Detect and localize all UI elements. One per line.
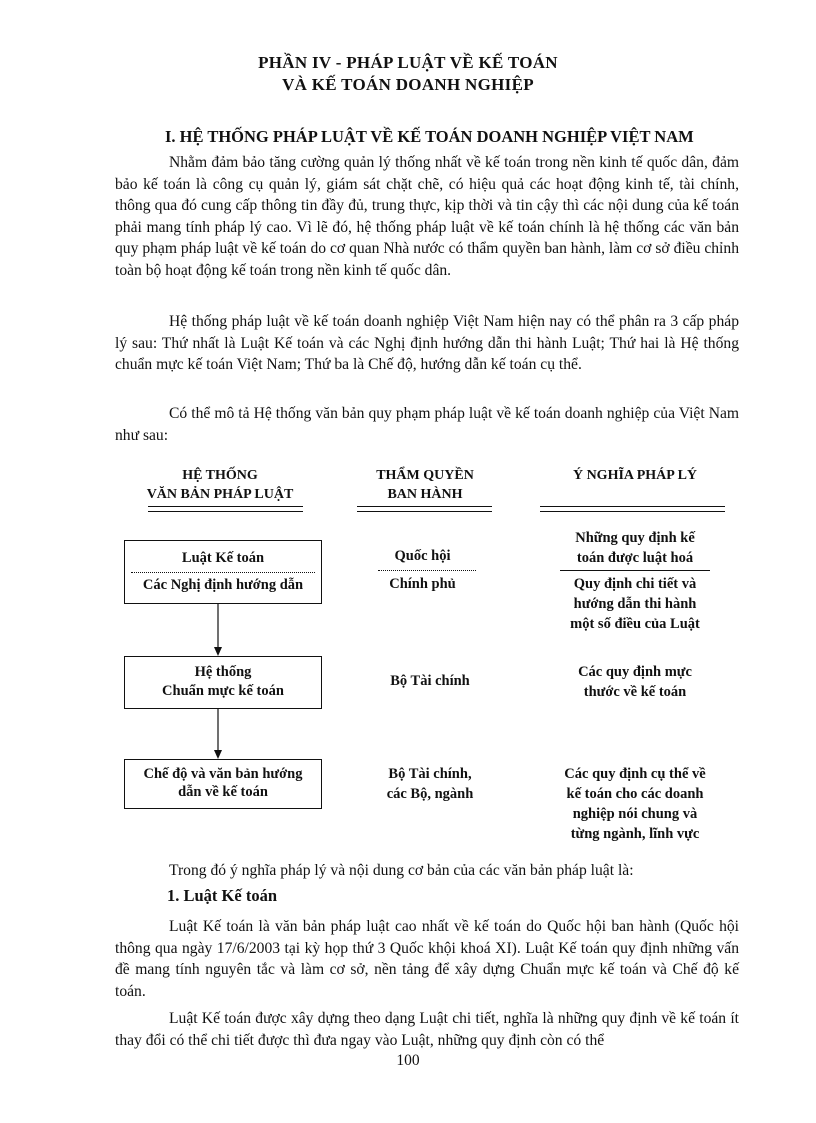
column-header-system: HỆ THỐNG VĂN BẢN PHÁP LUẬT [146, 468, 294, 502]
section-heading: I. HỆ THỐNG PHÁP LUẬT VỀ KẾ TOÁN DOANH NGHIỆP VIỆT NAM [165, 127, 694, 146]
authority-divider [378, 570, 476, 571]
box-accounting-standards: Hệ thống Chuẩn mực kế toán [124, 656, 322, 709]
diagram-intro-paragraph: Có thể mô tả Hệ thống văn bản quy phạm pháp luật về kế toán doanh nghiệp của Việt Nam như sau: [115, 405, 739, 444]
detailed-law-paragraph: Luật Kế toán được xây dựng theo dạng Luật chi tiết, nghĩa là những quy định về kế toán ít thay đổi có thể chi tiết được thì đưa ngay vào Luật, những quy định còn có thể [115, 1010, 739, 1049]
column-header-meaning: Ý NGHĨA PHÁP LÝ [572, 468, 698, 483]
column-header-underline [357, 506, 492, 512]
down-arrow-icon [213, 604, 223, 656]
column-header-underline [540, 506, 725, 512]
subsection-heading: 1. Luật Kế toán [167, 886, 278, 905]
box-accounting-regime: Chế độ và văn bản hướng dẫn về kế toán [124, 759, 322, 809]
authority-national-assembly: Quốc hội [394, 548, 451, 564]
column-header-underline [148, 506, 303, 512]
down-arrow-icon [213, 709, 223, 759]
box-divider [131, 572, 315, 573]
box-law-label: Luật Kế toán [181, 550, 265, 566]
meaning-decrees: Quy định chi tiết và hướng dẫn thi hành một số điều của Luật [570, 576, 700, 632]
authority-government: Chính phủ [389, 576, 456, 592]
legal-meaning-intro: Trong đó ý nghĩa pháp lý và nội dung cơ bản của các văn bản pháp luật là: [169, 862, 634, 879]
column-header-authority: THẨM QUYỀN BAN HÀNH [376, 468, 474, 502]
authority-ministries: Bộ Tài chính, các Bộ, ngành [386, 766, 474, 802]
meaning-regime: Các quy định cụ thể về kế toán cho các doanh nghiệp nói chung và từng ngành, lĩnh vực [564, 766, 706, 842]
meaning-standards: Các quy định mực thước về kế toán [578, 664, 692, 700]
levels-paragraph: Hệ thống pháp luật về kế toán doanh nghiệp Việt Nam hiện nay có thể phân ra 3 cấp pháp lý sau: Thứ nhất là Luật Kế toán và các Nghị định hướng dẫn thi hành Luật; Thứ hai là Hệ thống chuẩn mực kế toán Việt Nam; Thứ ba là Chế độ, hướng dẫn kế toán cụ thể. [115, 313, 739, 373]
accounting-law-paragraph: Luật Kế toán là văn bản pháp luật cao nhất về kế toán do Quốc hội ban hành (Quốc hội thông qua ngày 17/6/2003 tại kỳ họp thứ 3 Quốc khội khoá XI). Luật Kế toán quy định những vấn đề mang tính nguyên tắc và làm cơ sở, nền tảng để xây dựng Chuẩn mực kế toán và Chế độ kế toán. [115, 918, 739, 1000]
meaning-divider [560, 570, 710, 571]
meaning-law: Những quy định kế toán được luật hoá [575, 530, 695, 566]
part-title-line1: PHẦN IV - PHÁP LUẬT VỀ KẾ TOÁN [258, 53, 558, 72]
intro-paragraph: Nhằm đảm bảo tăng cường quản lý thống nhất về kế toán trong nền kinh tế quốc dân, đảm bảo kế toán là công cụ quản lý, giám sát chặt chẽ, có hiệu quả các hoạt động kinh tế, tài chính, thông qua đó cung cấp thông tin đầy đủ, trung thực, kịp thời và tin cậy thì các nội dung của kế toán phải mang tính pháp lý cao. Vì lẽ đó, hệ thống pháp luật về kế toán chính là hệ thống các văn bản quy phạm pháp luật về kế toán do cơ quan Nhà nước có thẩm quyền ban hành, làm cơ sở điều chỉnh toàn bộ hoạt động kế toán trong nền kinh tế quốc dân. [115, 154, 739, 279]
part-title-line2: VÀ KẾ TOÁN DOANH NGHIỆP [282, 75, 534, 94]
box-decrees-label: Các Nghị định hướng dẫn [142, 577, 304, 593]
page-number: 100 [396, 1052, 420, 1069]
authority-ministry-of-finance: Bộ Tài chính [390, 673, 470, 689]
box-law-and-decrees [124, 540, 322, 604]
